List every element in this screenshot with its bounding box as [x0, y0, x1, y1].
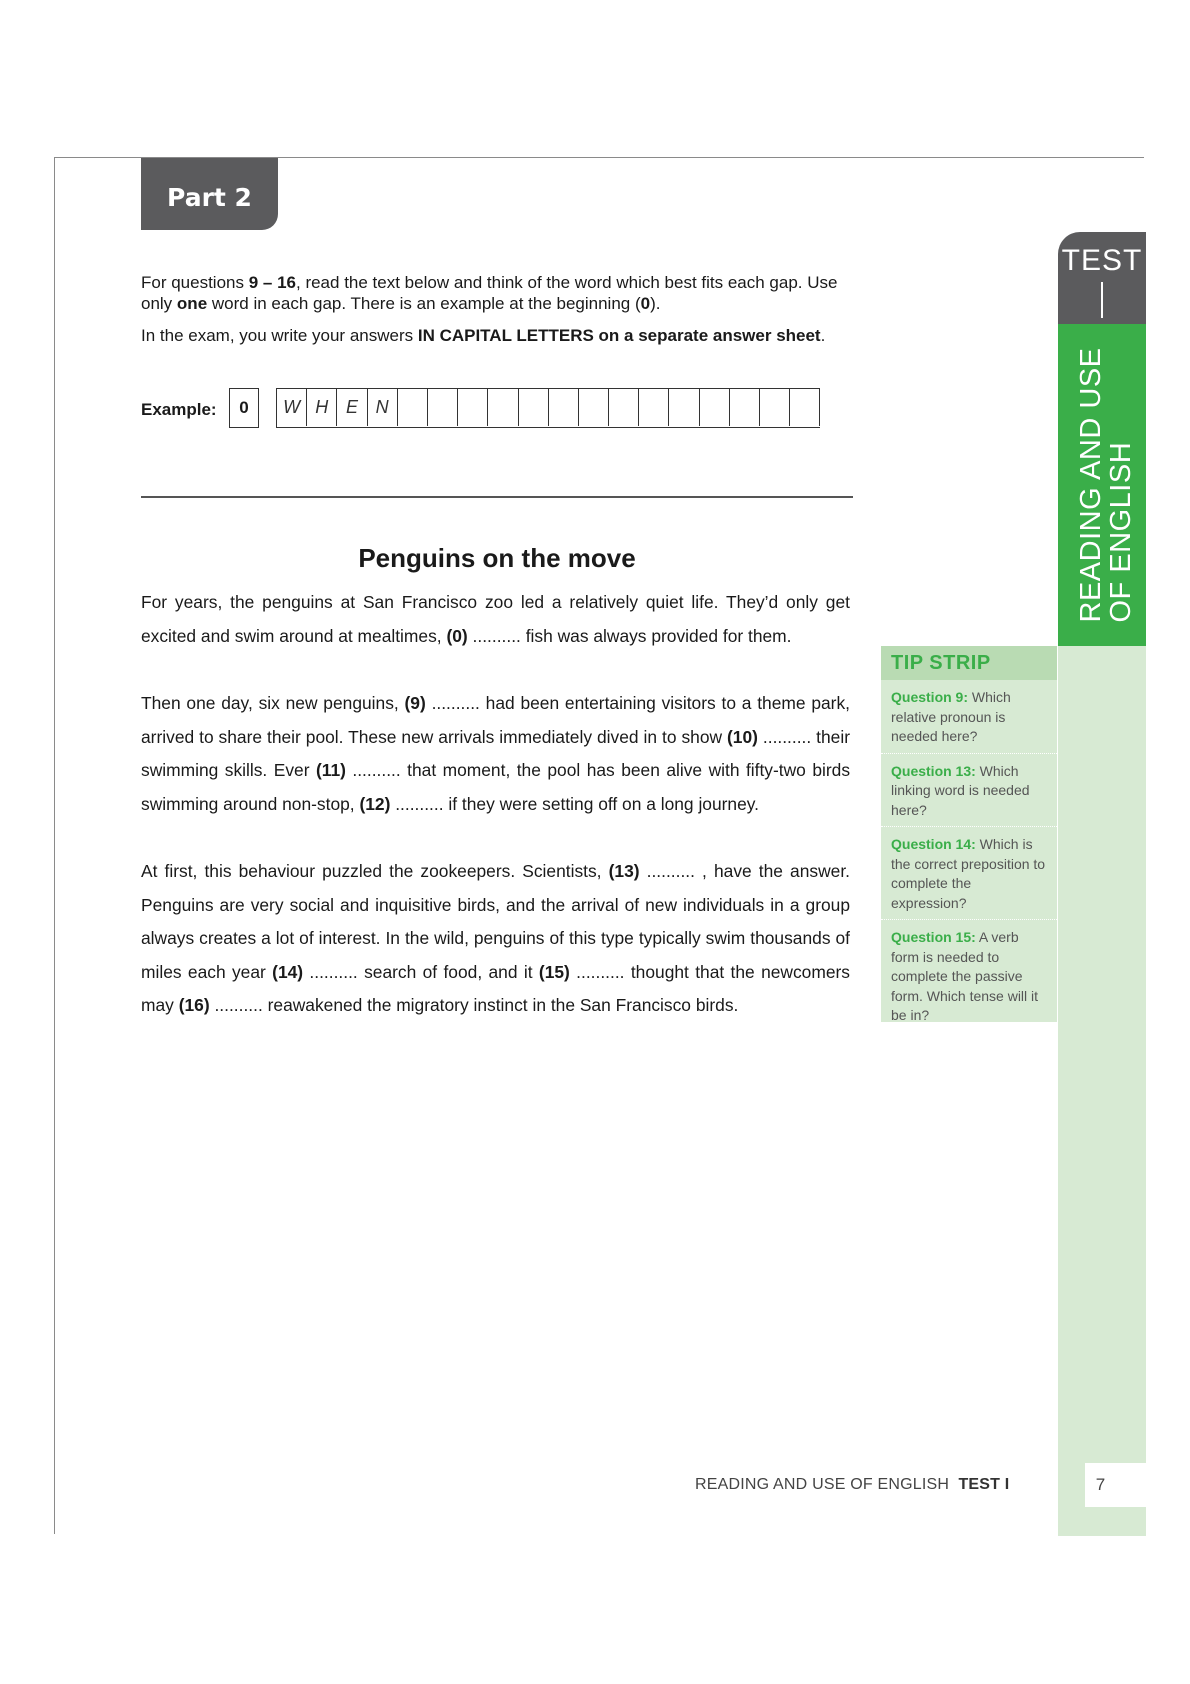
- gap-number: (9): [404, 693, 426, 713]
- gap-number: (14): [272, 961, 304, 982]
- example-answer-letter-box: [639, 389, 669, 426]
- example-answer-letter-box: [579, 389, 609, 426]
- tip-text: A verb form is needed to complete the passive form. Which tense will it be in?: [891, 929, 1039, 1023]
- example-number-box: 0: [229, 388, 259, 428]
- instruction-text: , read the text below and think of the word which best fits each gap. Use only: [141, 273, 838, 313]
- tip-question: Question 15:: [891, 929, 976, 945]
- gap-number: (0): [446, 625, 468, 646]
- example-answer-letter-box: H: [307, 389, 337, 426]
- example-label: Example:: [141, 400, 217, 419]
- question-range: 9 – 16: [248, 273, 296, 292]
- instruction-text: .: [820, 326, 826, 345]
- example-answer-letter-box: [790, 389, 820, 426]
- paragraph-text: For years, the penguins at San Francisco zoo led a relatively quiet life. They’d only get excited and swim around at mealtimes,: [141, 592, 850, 646]
- paragraph-text: .......... fish was always provided for them.: [467, 625, 792, 646]
- side-section-line-1: READING AND USE: [1075, 347, 1107, 623]
- example-answer-letter-box: N: [368, 389, 398, 426]
- instruction-emphasis: IN CAPITAL LETTERS on a separate answer sheet: [417, 326, 821, 345]
- instruction-text: In the exam, you write your answers: [141, 326, 418, 345]
- instruction-emphasis: 0: [640, 294, 651, 313]
- part-tab: [141, 158, 278, 230]
- page-frame-left-rule: [54, 157, 55, 1534]
- side-section-line-2: OF ENGLISH: [1105, 441, 1137, 623]
- instruction-emphasis: one: [176, 294, 208, 313]
- tip-question: Question 9:: [891, 689, 969, 705]
- gap-number: (12): [359, 793, 391, 814]
- text-title: Penguins on the move: [358, 543, 636, 573]
- paragraph-text: .......... that moment, the pool has been alive with fifty-two birds swimming around non-stop,: [141, 760, 851, 814]
- tip-item: [881, 754, 1057, 828]
- example-answer-letter-box: [609, 389, 639, 426]
- example-answer-letter-box: [458, 389, 488, 426]
- paragraph-text: Then one day, six new penguins,: [141, 693, 405, 713]
- instructions-line-2: [141, 325, 831, 346]
- part-label: Part 2: [167, 182, 252, 212]
- example-answer-letter-box: [760, 389, 790, 426]
- example-answer-letter-box: [398, 389, 428, 426]
- page-number: 7: [1085, 1463, 1146, 1507]
- side-test-tab: [1058, 232, 1146, 324]
- gap-number: (13): [608, 861, 640, 881]
- paragraph-text: .......... , have the answer. Penguins are very social and inquisitive birds, and the arrival of new individuals in a group always creates a lot of interest. In the wild, penguins of this type typically swim thousands of miles each year: [141, 861, 850, 982]
- example-answer-letter-box: [428, 389, 458, 426]
- instruction-text: ).: [650, 294, 661, 313]
- paragraph-2: [141, 687, 850, 821]
- example-answer-letter-box: [519, 389, 549, 426]
- side-light-band: [1058, 646, 1146, 1536]
- tip-text: Which linking word is needed here?: [891, 762, 1030, 818]
- gap-number: (16): [178, 995, 210, 1015]
- example-answer-boxes: [276, 388, 820, 428]
- tip-text: Which relative pronoun is needed here?: [891, 689, 1011, 744]
- example-answer-letter-box: [669, 389, 699, 426]
- example-answer-letter-box: [700, 389, 730, 426]
- tip-item: [881, 920, 1057, 1032]
- example-answer-letter-box: [730, 389, 760, 426]
- tip-question: Question 13:: [891, 762, 976, 779]
- footer-test: TEST I: [958, 1476, 1010, 1493]
- footer-section: READING AND USE OF ENGLISH: [695, 1476, 950, 1493]
- paragraph-1: [141, 586, 850, 653]
- instruction-text: word in each gap. There is an example at the beginning (: [207, 294, 641, 313]
- tip-item: [881, 680, 1057, 754]
- footer-running-title: [695, 1476, 1009, 1494]
- example-answer-letter-box: E: [337, 389, 367, 426]
- gap-number: (10): [727, 726, 758, 747]
- instruction-text: For questions: [141, 273, 249, 292]
- paragraph-text: .......... their swimming skills. Ever: [141, 726, 850, 780]
- tip-strip: [881, 646, 1057, 1022]
- side-section-label: [1076, 348, 1136, 623]
- instructions-line-1: [141, 272, 861, 314]
- section-divider: [141, 496, 853, 498]
- side-test-number-mark: [1101, 282, 1103, 318]
- tip-strip-title: TIP STRIP: [881, 646, 1057, 680]
- example-answer-letter-box: [488, 389, 518, 426]
- tip-item: [881, 827, 1057, 920]
- paragraph-text: .......... had been entertaining visitors to a theme park, arrived to share their pool. These new arrivals immediately dived in to show: [141, 693, 850, 747]
- paragraph-text: .......... search of food, and it: [303, 961, 539, 982]
- paragraph-3: [141, 855, 850, 1023]
- tip-question: Question 14:: [891, 836, 976, 852]
- example-answer-letter-box: [549, 389, 579, 426]
- gap-number: (15): [538, 961, 570, 982]
- paragraph-text: .......... reawakened the migratory instinct in the San Francisco birds.: [209, 995, 739, 1015]
- paragraph-text: .......... thought that the newcomers may: [141, 961, 850, 1015]
- example-answer-letter-box: W: [277, 389, 307, 426]
- gap-number: (11): [315, 760, 346, 780]
- side-test-label: TEST: [1061, 244, 1143, 277]
- tip-text: Which is the correct preposition to complete the expression?: [891, 836, 1046, 911]
- paragraph-text: At first, this behaviour puzzled the zookeepers. Scientists,: [141, 861, 609, 881]
- paragraph-text: .......... if they were setting off on a long journey.: [390, 793, 760, 814]
